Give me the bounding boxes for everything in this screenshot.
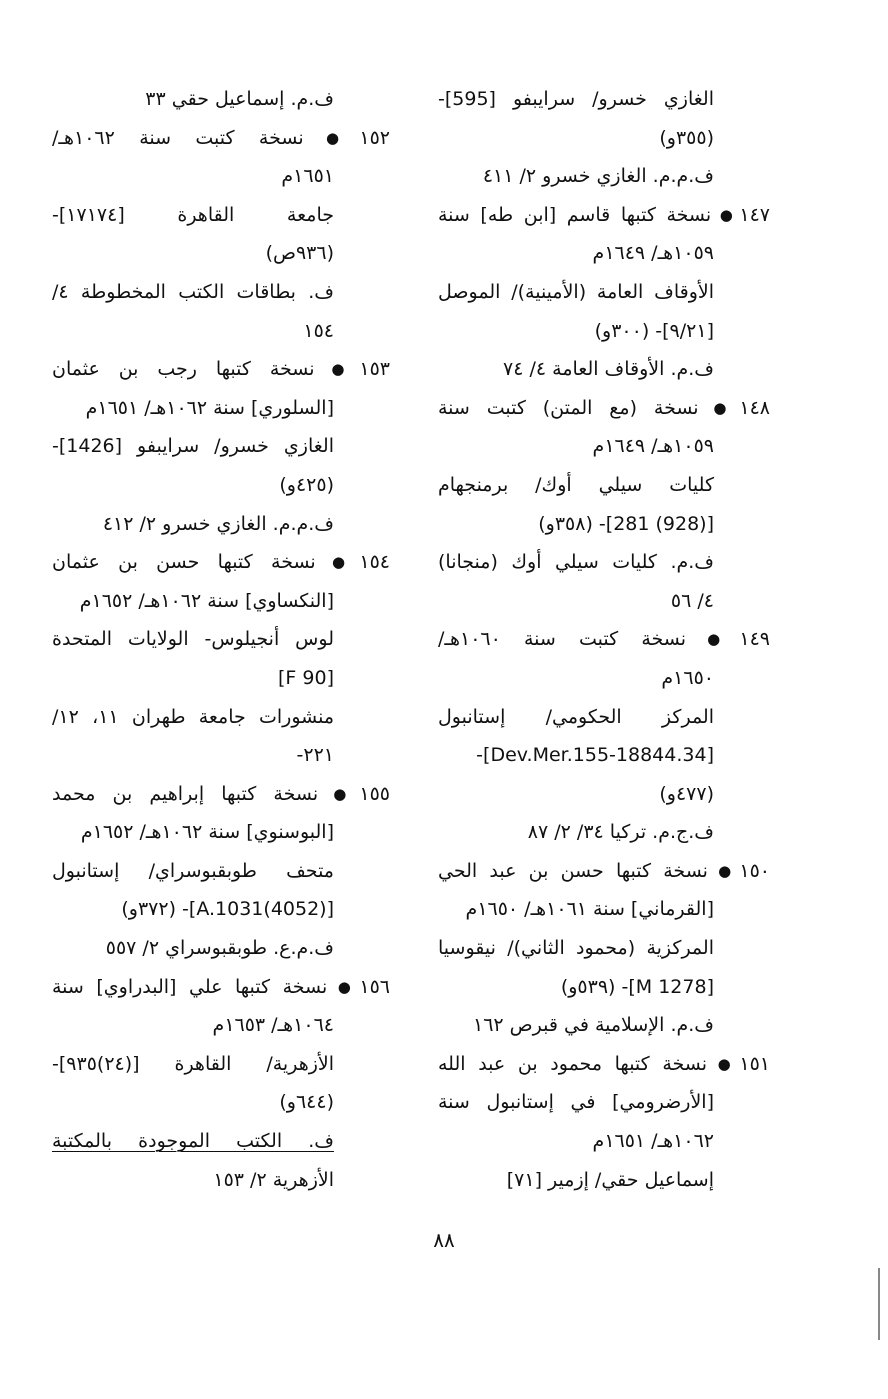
entry-number: ١٥٤ [359, 551, 390, 574]
line-text: ف.م. كليات سيلي أوك (منجانا) [438, 551, 714, 574]
bullet-icon: ● [322, 784, 358, 803]
entry-line [438, 582, 770, 621]
entry-line [52, 890, 390, 929]
entry-line [438, 80, 770, 119]
line-text: ١٦٥١م [281, 165, 334, 188]
entry-heading-line [52, 968, 390, 1007]
bullet-icon: ● [702, 398, 738, 417]
entry-number: ١٥٦ [359, 975, 390, 998]
line-text: ١٠٥٩هـ/ ١٦٤٩م [592, 435, 714, 458]
line-text: كليات سيلي أوك/ برمنجهام [438, 473, 714, 496]
line-text: ف.م.م. الغازي خسرو ٢/ ٤١٢ [102, 512, 334, 535]
line-text: نسخة (مع المتن) كتبت سنة [438, 396, 699, 419]
entry-line [438, 312, 770, 351]
line-text: نسخة كتبها علي [البدراوي] سنة [52, 975, 328, 998]
entry-line [438, 505, 770, 544]
line-text: [(928) 281]- (٣٥٨و) [538, 512, 714, 535]
entry-line [52, 157, 390, 196]
entry-line [52, 505, 390, 544]
entry-line [52, 736, 390, 775]
line-text: ف.م.ع. طوبقبوسراي ٢/ ٥٥٧ [105, 937, 334, 960]
entry-number: ١٤٩ [739, 628, 770, 651]
entry-heading-line [438, 620, 770, 659]
entry-heading-line [438, 196, 770, 235]
line-text: الغازي خسرو/ سرايبفو [1426]- [52, 435, 334, 458]
line-text: (٦٤٤و) [279, 1091, 334, 1114]
line-text: ف.م. الإسلامية في قبرص ١٦٢ [473, 1014, 714, 1037]
line-text: نسخة كتبها حسن بن عثمان [52, 551, 316, 574]
line-text: [القرماني] سنة ١٠٦١هـ/ ١٦٥٠م [465, 898, 714, 921]
line-text: [(4052)A.1031]- (٣٧٢و) [121, 898, 334, 921]
line-text: (٤٢٥و) [279, 473, 334, 496]
entry-heading-line [52, 543, 390, 582]
entry-number: ١٥٢ [359, 126, 390, 149]
entry-heading-line [52, 350, 390, 389]
bullet-icon: ● [690, 630, 738, 649]
entry-line [438, 119, 770, 158]
line-text: [٩/٢١]- (٣٠٠و) [594, 319, 714, 342]
line-text: [M 1278]- (٥٣٩و) [560, 975, 714, 998]
bullet-icon: ● [711, 861, 738, 880]
entry-number: ١٥٠ [739, 859, 770, 882]
entry-line [52, 659, 390, 698]
left-column [52, 80, 390, 1199]
line-text: ١٦٥٠م [661, 666, 714, 689]
entry-line [52, 80, 390, 119]
entry-line [438, 350, 770, 389]
entry-line [52, 1006, 390, 1045]
entry-number: ١٥١ [739, 1052, 770, 1075]
line-text: إسماعيل حقي/ إزمير [٧١] [506, 1168, 714, 1191]
line-text: ٢٢١- [296, 744, 334, 767]
scan-edge-mark [878, 1268, 880, 1340]
entry-line [52, 466, 390, 505]
entry-line [438, 736, 770, 775]
right-column [438, 80, 770, 1199]
line-text: (٩٣٦ص) [265, 242, 334, 265]
line-text: ١٠٦٢هـ/ ١٦٥١م [592, 1130, 714, 1153]
line-text: [السلوري] سنة ١٠٦٢هـ/ ١٦٥١م [85, 396, 334, 419]
bullet-icon: ● [331, 977, 358, 996]
line-text: (٤٧٧و) [659, 782, 714, 805]
bullet-icon: ● [711, 1054, 738, 1073]
line-text: نسخة كتبها حسن بن عبد الحي [438, 859, 708, 882]
line-text: نسخة كتبها قاسم [ابن طه] سنة [438, 203, 712, 226]
line-text: الأزهرية/ القاهرة [(٢٤)٩٣٥]- [52, 1052, 334, 1075]
entry-line [52, 813, 390, 852]
line-text: ف.م.م. الغازي خسرو ٢/ ٤١١ [482, 165, 714, 188]
entry-line [52, 1122, 390, 1161]
entry-line [438, 1161, 770, 1200]
entry-line [438, 234, 770, 273]
entry-line [52, 1161, 390, 1200]
entry-number: ١٥٣ [359, 358, 390, 381]
entry-line [52, 273, 390, 312]
entry-line [438, 543, 770, 582]
line-text: جامعة القاهرة [١٧١٧٤]- [52, 203, 334, 226]
line-text: نسخة كتبت سنة ١٠٦٠هـ/ [438, 628, 687, 651]
line-text: ٤/ ٥٦ [670, 589, 714, 612]
entry-line [438, 466, 770, 505]
line-text: نسخة كتبت سنة ١٠٦٢هـ/ [52, 126, 304, 149]
line-text: [34.Dev.Mer.155-18844]- [476, 744, 714, 767]
entry-line [438, 929, 770, 968]
line-text: ف. الكتب الموجودة بالمكتبة [52, 1130, 334, 1153]
entry-line [52, 1045, 390, 1084]
line-text: ١٠٦٤هـ/ ١٦٥٣م [212, 1014, 334, 1037]
entry-line [438, 659, 770, 698]
entry-line [438, 157, 770, 196]
line-text: المركزية (محمود الثاني)/ نيقوسيا [438, 937, 714, 960]
entry-line [438, 1122, 770, 1161]
entry-heading-line [438, 1045, 770, 1084]
line-text: (٣٥٥و) [659, 126, 714, 149]
line-text: الغازي خسرو/ سرايبفو [595]- [438, 88, 714, 110]
line-text: [F 90] [278, 666, 334, 689]
bullet-icon: ● [307, 128, 358, 147]
line-text: [البوسنوي] سنة ١٠٦٢هـ/ ١٦٥٢م [80, 821, 334, 844]
entry-heading-line [438, 389, 770, 428]
entry-line [52, 427, 390, 466]
line-text: ف.م. الأوقاف العامة ٤/ ٧٤ [503, 358, 714, 381]
line-text: ١٥٤ [303, 319, 334, 342]
entry-line [438, 890, 770, 929]
line-text: ف.ج.م. تركيا ٣٤/ ٢/ ٨٧ [527, 821, 714, 844]
line-text: الأزهرية ٢/ ١٥٣ [213, 1168, 334, 1191]
line-text: المركز الحكومي/ إستانبول [438, 705, 714, 728]
entry-line [438, 273, 770, 312]
entry-line [438, 775, 770, 814]
entry-line [52, 929, 390, 968]
bullet-icon: ● [715, 205, 738, 224]
line-text: متحف طوبقبوسراي/ إستانبول [52, 859, 334, 882]
line-text: نسخة كتبها رجب بن عثمان [52, 358, 315, 381]
line-text: منشورات جامعة طهران ١١، ١٢/ [52, 705, 335, 728]
entry-line [52, 698, 390, 737]
line-text: نسخة كتبها إبراهيم بن محمد [52, 782, 319, 805]
line-text: [الأرضرومي] في إستانبول سنة [438, 1091, 714, 1114]
entry-line [438, 1006, 770, 1045]
entry-number: ١٥٥ [359, 782, 390, 805]
line-text: الأوقاف العامة (الأمينية)/ الموصل [438, 280, 714, 303]
entry-heading-line [438, 852, 770, 891]
bullet-icon: ● [318, 360, 358, 379]
entry-line [52, 312, 390, 351]
entry-line [438, 968, 770, 1007]
entry-line [438, 1083, 770, 1122]
line-text: نسخة كتبها محمود بن عبد الله [438, 1052, 708, 1075]
line-text: ف. بطاقات الكتب المخطوطة ٤/ [52, 280, 334, 303]
page-number: ٨٨ [433, 1228, 455, 1252]
line-text: لوس أنجيلوس- الولايات المتحدة [52, 628, 334, 651]
line-text: ف.م. إسماعيل حقي ٣٣ [145, 88, 334, 110]
entry-line [438, 813, 770, 852]
entry-number: ١٤٧ [739, 203, 770, 226]
entry-line [52, 620, 390, 659]
entry-line [52, 234, 390, 273]
entry-heading-line [52, 775, 390, 814]
entry-line [52, 852, 390, 891]
entry-line [52, 196, 390, 235]
entry-heading-line [52, 119, 390, 158]
bullet-icon: ● [319, 553, 358, 572]
entry-line [438, 427, 770, 466]
line-text: [النكساوي] سنة ١٠٦٢هـ/ ١٦٥٢م [79, 589, 334, 612]
entry-number: ١٤٨ [739, 396, 770, 419]
entry-line [52, 582, 390, 621]
entry-line [52, 1083, 390, 1122]
entry-line [52, 389, 390, 428]
entry-line [438, 698, 770, 737]
line-text: ١٠٥٩هـ/ ١٦٤٩م [592, 242, 714, 265]
